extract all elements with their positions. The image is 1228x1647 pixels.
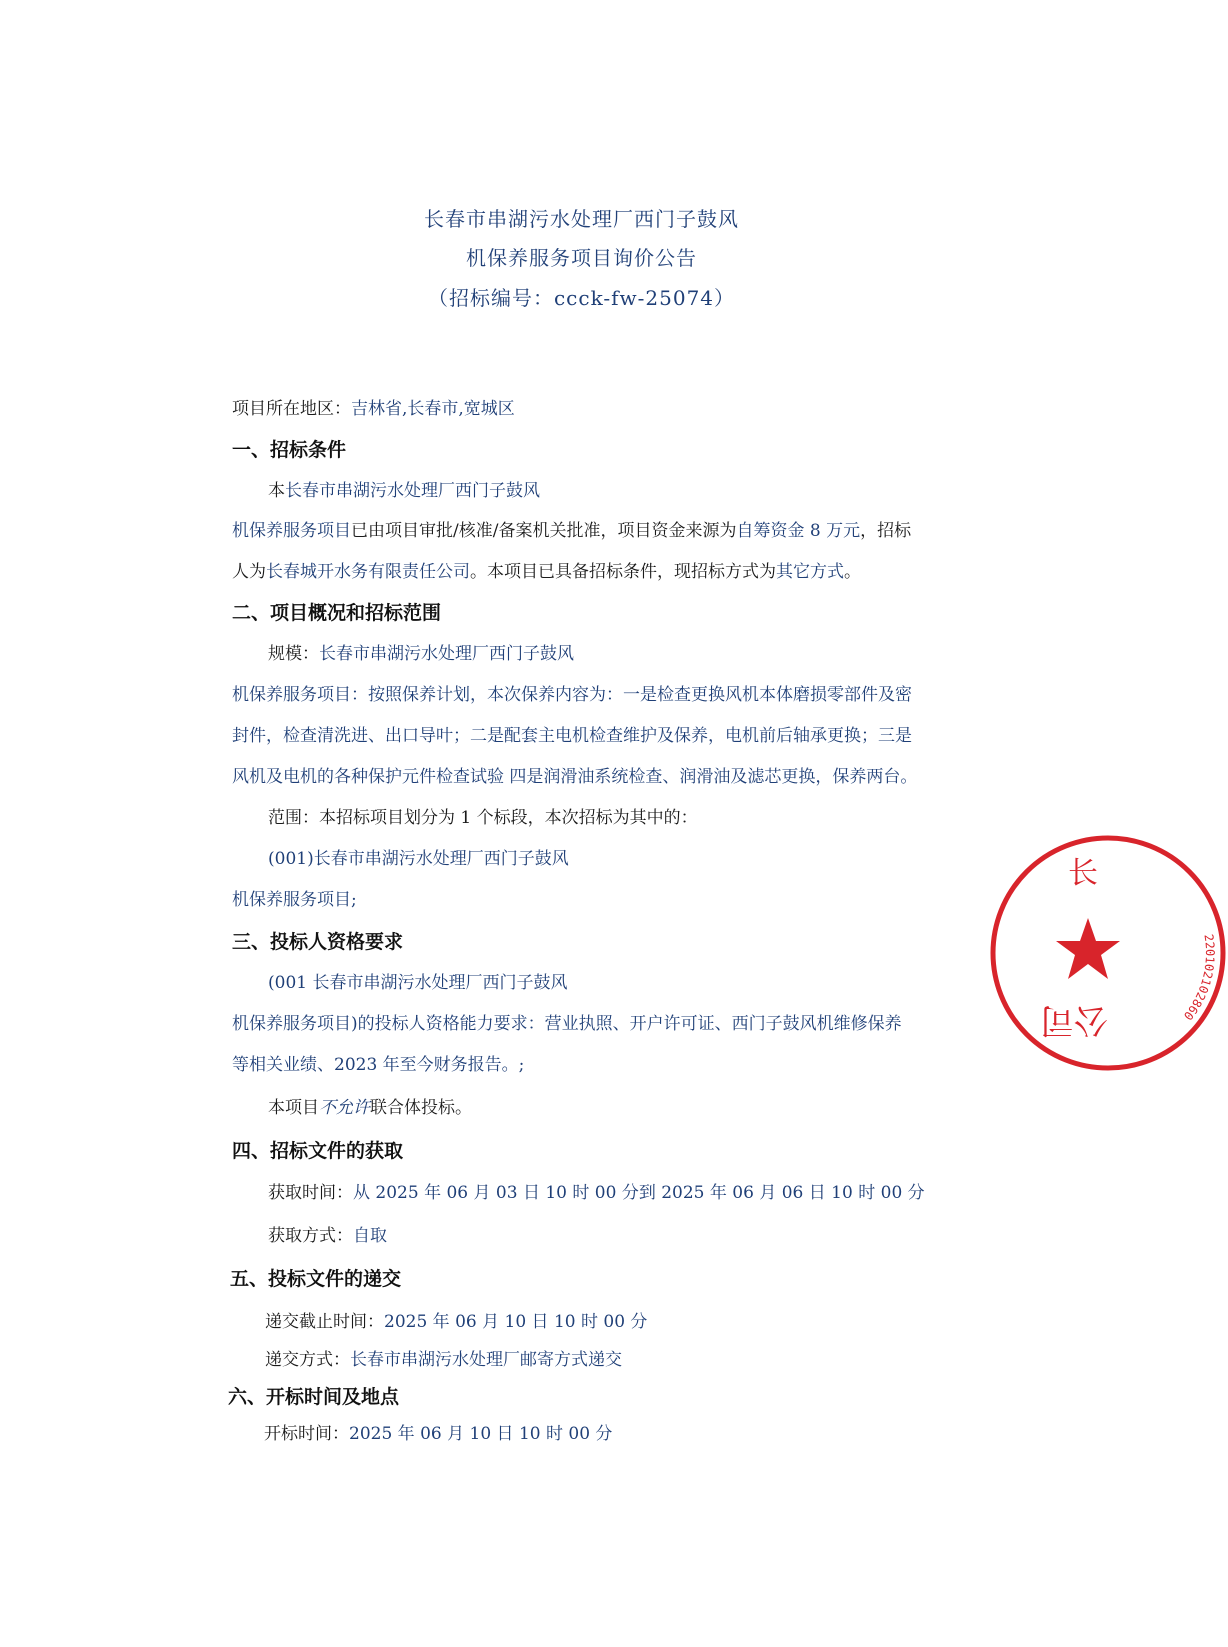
s1-text: 已由项目审批/核准/备案机关批准，项目资金来源为 [351, 521, 737, 541]
s1-text: 。 [844, 562, 861, 582]
s1-text: 本 [268, 481, 285, 501]
tenderer-name: 长春城开水务有限责任公司 [266, 562, 470, 582]
deadline-label: 递交截止时间： [265, 1312, 384, 1332]
section-3-heading: 三、投标人资格要求 [232, 931, 404, 953]
opening-time-label: 开标时间： [264, 1424, 349, 1444]
scale-label: 规模： [268, 644, 319, 664]
s2-scale-line2: 机保养服务项目：按照保养计划，本次保养内容为：一是检查更换风机本体磨损零部件及密 [232, 685, 912, 705]
s2-lot-line2: 机保养服务项目; [232, 890, 357, 910]
submit-method-label: 递交方式： [265, 1350, 350, 1370]
obtain-time-label: 获取时间： [268, 1183, 353, 1203]
obtain-method-label: 获取方式： [268, 1226, 353, 1246]
obtain-time-value: 从 2025 年 06 月 03 日 10 时 00 分到 2025 年 06 月 06 日 10 时 00 分 [353, 1183, 925, 1203]
s2-lot-line1: (001)长春市串湖污水处理厂西门子鼓风 [268, 849, 569, 869]
funding-source: 自筹资金 8 万元 [736, 521, 861, 541]
project-name-cont: 机保养服务项目 [232, 1014, 351, 1034]
opening-time-value: 2025 年 06 月 10 日 10 时 00 分 [349, 1424, 613, 1444]
section-1-heading: 一、招标条件 [232, 439, 347, 461]
submit-method-value: 长春市串湖污水处理厂邮寄方式递交 [350, 1350, 622, 1370]
seal-char-2: 公司 [1040, 1000, 1108, 1040]
tender-method: 其它方式 [776, 562, 844, 582]
project-name: 长春市串湖污水处理厂西门子鼓风 [285, 481, 540, 501]
seal-star-icon [1056, 918, 1120, 979]
s1-text: 人为 [232, 562, 266, 582]
project-name-cont: 机保养服务项目 [232, 521, 351, 541]
doc-title-line2: 机保养服务项目询价公告 [466, 246, 697, 270]
s2-range-line: 范围：本招标项目划分为 1 个标段，本次招标为其中的： [268, 808, 698, 828]
joint-not-allowed: 不允许 [319, 1098, 370, 1118]
location-value: 吉林省,长春市,宽城区 [351, 399, 515, 419]
seal-char-1: 长 [1068, 856, 1098, 891]
section-2-heading: 二、项目概况和招标范围 [232, 602, 442, 624]
s2-scale-line4: 风机及电机的各种保护元件检查试验 四是润滑油系统检查、润滑油及滤芯更换，保养两台。 [232, 767, 918, 787]
seal-number: 220102102860 [1180, 933, 1218, 1023]
joint-text: 联合体投标。 [370, 1098, 472, 1118]
s1-text: 。本项目已具备招标条件，现招标方式为 [470, 562, 776, 582]
section-6-heading: 六、开标时间及地点 [228, 1386, 400, 1408]
s3-line1: (001 长春市串湖污水处理厂西门子鼓风 [268, 973, 568, 993]
doc-title-line1: 长春市串湖污水处理厂西门子鼓风 [424, 207, 739, 231]
location-label: 项目所在地区： [232, 399, 351, 419]
doc-title-line3: （招标编号：ccck-fw-25074） [427, 286, 736, 310]
company-seal [988, 833, 1228, 1073]
deadline-value: 2025 年 06 月 10 日 10 时 00 分 [384, 1312, 648, 1332]
scale-text: 长春市串湖污水处理厂西门子鼓风 [319, 644, 574, 664]
obtain-method-value: 自取 [353, 1226, 387, 1246]
joint-text: 本项目 [268, 1098, 319, 1118]
section-4-heading: 四、招标文件的获取 [232, 1140, 404, 1162]
qualification-text: )的投标人资格能力要求：营业执照、开户许可证、西门子鼓风机维修保养 [351, 1014, 902, 1034]
s1-text: ，招标 [860, 521, 912, 541]
s3-line3: 等相关业绩、2023 年至今财务报告。; [232, 1055, 525, 1075]
s2-scale-line3: 封件，检查清洗进、出口导叶；二是配套主电机检查维护及保养，电机前后轴承更换；三是 [232, 726, 912, 746]
section-5-heading: 五、投标文件的递交 [230, 1268, 402, 1290]
